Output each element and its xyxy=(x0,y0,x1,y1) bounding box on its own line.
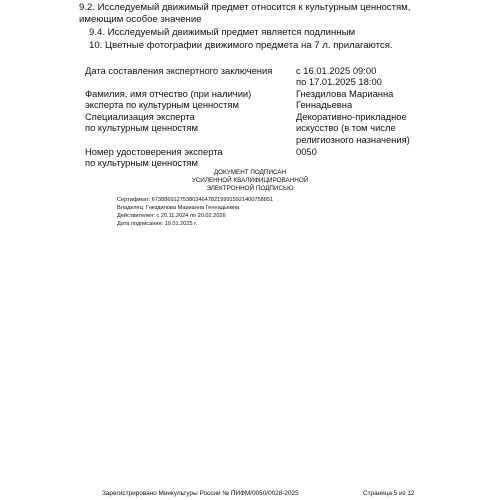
signature-date: Дата подписания: 19.01.2025 г. xyxy=(117,221,198,227)
signature-owner: Владелец: Гнездилова Марианна Геннадьевна xyxy=(117,205,240,211)
name-label-line2: эксперта по культурным ценностям xyxy=(85,99,239,110)
name-value-line2: Геннадьевна xyxy=(296,99,353,110)
signature-line1: ДОКУМЕНТ ПОДПИСАН xyxy=(213,169,287,176)
specialization-value-line2: искусство (в том числе xyxy=(296,122,396,133)
name-label-line1: Фамилия, имя отчество (при наличии) xyxy=(85,88,252,99)
footer-page-number: Страница 5 из 12 xyxy=(363,490,415,497)
date-label: Дата составления экспертного заключения xyxy=(85,65,273,76)
date-value-line2: по 17.01.2025 18:00 xyxy=(296,76,382,87)
paragraph-9-4: 9.4. Исследуемый движимый предмет является подлинным xyxy=(89,27,356,38)
paragraph-10: 10. Цветные фотографии движимого предмета на 7 л. прилагаются. xyxy=(89,40,393,51)
paragraph-9-2-line2: имеющим особое значение xyxy=(79,14,202,25)
specialization-value-line1: Декоративно-прикладное xyxy=(296,111,407,122)
certificate-number-label-line2: по культурным ценностям xyxy=(85,157,198,168)
specialization-value-line3: религиозного назначения) xyxy=(296,134,410,145)
date-value-line1: с 16.01.2025 09:00 xyxy=(296,65,377,76)
certificate-number-value: 0050 xyxy=(296,146,317,157)
signature-certificate: Сертификат: 673886912753803464782199915921400758851 xyxy=(117,197,274,203)
paragraph-9-2-line1: 9.2. Исследуемый движимый предмет относится к культурным ценностям, xyxy=(79,2,411,13)
specialization-label-line2: по культурным ценностям xyxy=(85,122,198,133)
certificate-number-label-line1: Номер удостоверения эксперта xyxy=(85,146,223,157)
signature-line2: УСИЛЕННОЙ КВАЛИФИЦИРОВАННОЙ xyxy=(191,177,309,184)
specialization-label-line1: Специализация эксперта xyxy=(85,111,195,122)
name-value-line1: Гнездилова Марианна xyxy=(296,88,394,99)
signature-line3: ЭЛЕКТРОННОЙ ПОДПИСЬЮ xyxy=(206,185,294,192)
signature-valid: Действителен: с 20.11.2024 по 20.02.2026 xyxy=(117,213,226,219)
footer-registration: Зарегистрировано Минкультуры России № ПИФМ/0050/0028-2025 xyxy=(102,490,299,497)
